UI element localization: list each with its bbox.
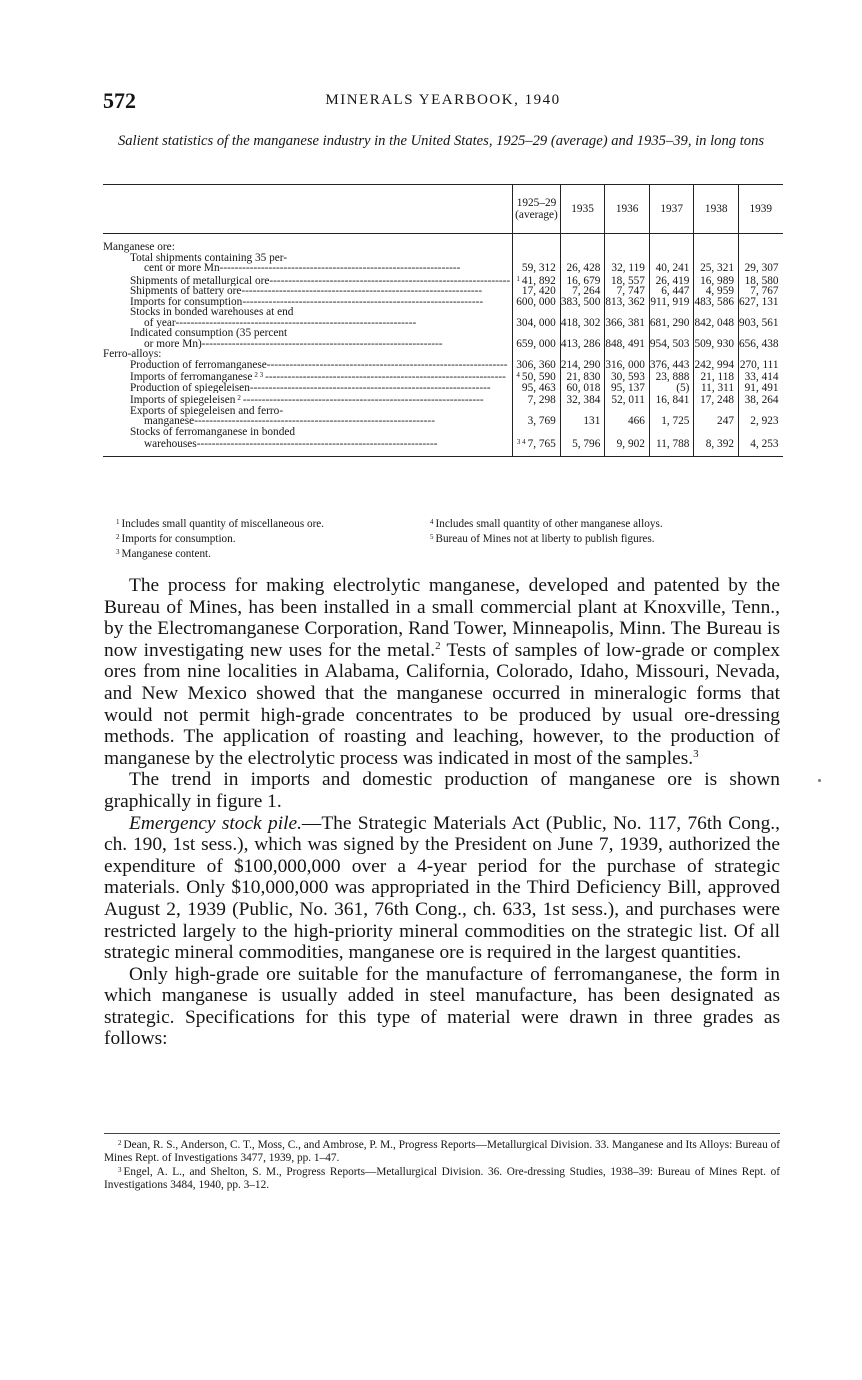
table-cell: 38, 264 <box>739 393 783 406</box>
spacer-cell <box>513 234 561 243</box>
table-cell: 466 <box>605 416 650 427</box>
spacer-cell <box>694 234 739 243</box>
table-cell: 26, 419 <box>649 274 694 287</box>
table-cell: 7, 747 <box>605 286 650 297</box>
row-label: cent or more Mn ----- <box>103 263 513 274</box>
table-cell: 26, 428 <box>560 263 605 274</box>
table-cell: 627, 131 <box>739 297 783 308</box>
footnote-rule <box>104 1133 780 1134</box>
table-cell: 16, 679 <box>560 274 605 287</box>
table-cell: 813, 362 <box>605 297 650 308</box>
page-footnote: $^3$ Engel, A. L., and Shelton, S. M., Progress Reports—Metallurgical Division. 36. Ore-dressing Studies, 1938–39: Bureau of Mines Rept. of Investigations 3484, 1940, pp. 3–12. <box>104 1166 780 1191</box>
table-cell: 659, 000 <box>513 339 561 350</box>
table-cell <box>694 307 739 318</box>
table-cell: 509, 930 <box>694 339 739 350</box>
body-text <box>104 575 780 1050</box>
paragraph: The trend in imports and domestic production of manganese ore is shown graphically in figure 1. <box>104 769 780 812</box>
table-cell: (5) <box>649 383 694 394</box>
table-cell: 306, 360 <box>513 360 561 371</box>
row-label: Stocks in bonded warehouses at end <box>130 306 294 318</box>
table-row <box>103 360 783 371</box>
table-cell <box>739 307 783 318</box>
table-cell: 18, 557 <box>605 274 650 287</box>
paragraph: Emergency stock pile.—The Strategic Materials Act (Public, No. 117, 76th Cong., ch. 190, 1st sess.), which was signed by the President on June 7, 1939, authorized the expenditure of $100,000,000 over a 4-year period for the purchase of strategic materials. Only $10,000,000 was appropriated in the Third Deficiency Bill, approved August 2, 1939 (Public, No. 361, 76th Cong., ch. 633, 1st sess.), and purchases were restricted largely to the high-priority mineral commodities on the strategic list. Of all strategic mineral commodities, manganese ore is required in the largest quantities. <box>104 812 780 964</box>
table-cell: $^4$ 50, 590 <box>513 370 561 383</box>
table-cell: 95, 463 <box>513 383 561 394</box>
table-caption: Salient statistics of the manganese industry in the United States, 1925–29 (average) and 1935–39, in long tons <box>117 133 765 149</box>
table-cell <box>739 349 783 360</box>
table-cell <box>649 242 694 253</box>
page-footnote: $^2$ Dean, R. S., Anderson, C. T., Moss, C., and Ambrose, P. M., Progress Reports—Metallurgical Division. 33. Manganese and Its Alloys: Bureau of Mines Rept. of Investigations 3477, 1939, pp. 1–47. <box>104 1139 780 1164</box>
row-label: of year ----- <box>103 318 513 329</box>
stub-header <box>103 185 513 234</box>
table-cell <box>513 307 561 318</box>
table-header-row <box>103 185 783 234</box>
column-header: 1935 <box>560 185 605 234</box>
spacer-cell <box>560 450 605 457</box>
table-row <box>103 339 783 350</box>
table-cell: 32, 384 <box>560 393 605 406</box>
table-group-row <box>103 242 783 253</box>
spacer-cell <box>739 450 783 457</box>
spacer-row <box>103 234 783 243</box>
page-header <box>103 88 783 116</box>
table-row <box>103 383 783 394</box>
row-label: Production of spiegeleisen ----- <box>103 383 513 394</box>
spacer-cell <box>605 450 650 457</box>
table-cell: 3, 769 <box>513 416 561 427</box>
table-cell: 247 <box>694 416 739 427</box>
spacer-cell <box>694 450 739 457</box>
table-cell: 656, 438 <box>739 339 783 350</box>
spacer-cell <box>560 234 605 243</box>
table-row <box>103 393 783 406</box>
table-cell: 40, 241 <box>649 263 694 274</box>
table-row <box>103 263 783 274</box>
table-cell: 842, 048 <box>694 318 739 329</box>
table-cell: 848, 491 <box>605 339 650 350</box>
row-label: Imports for consumption ----- <box>103 297 513 308</box>
table-cell: 32, 119 <box>605 263 650 274</box>
table-row-label-line <box>103 427 783 438</box>
table-cell: 17, 248 <box>694 393 739 406</box>
row-label: Stocks of ferromanganese in bonded <box>130 425 296 438</box>
row-label: Ferro-alloys: <box>103 348 162 360</box>
table-cell: 21, 830 <box>560 370 605 383</box>
table-cell: 366, 381 <box>605 318 650 329</box>
table-cell: 383, 500 <box>560 297 605 308</box>
table-cell: 5, 796 <box>560 437 605 450</box>
row-label: Shipments of battery ore ----- <box>103 286 513 297</box>
table-footnote: $^3$ Manganese content. <box>116 548 211 560</box>
table-cell: 52, 011 <box>605 393 650 406</box>
table-cell: 11, 311 <box>694 383 739 394</box>
paragraph: Only high-grade ore suitable for the manufacture of ferromanganese, the form in which manganese is usually added in steel manufacture, has been designated as strategic. Specifications for this type of material were drawn in three grades as follows: <box>104 963 780 1050</box>
footnote-ref: 3 <box>693 747 699 760</box>
footnote-ref: 2 <box>435 639 441 652</box>
table-cell: 413, 286 <box>560 339 605 350</box>
row-label: Manganese ore: <box>103 241 175 253</box>
table-cell: 6, 447 <box>649 286 694 297</box>
spacer-row <box>103 450 783 457</box>
table-cell: 954, 503 <box>649 339 694 350</box>
table-cell <box>649 328 694 339</box>
table-footnotes-right <box>430 516 780 546</box>
page-number: 572 <box>103 88 136 113</box>
table-row <box>103 370 783 383</box>
table-cell: 681, 290 <box>649 318 694 329</box>
spacer-cell <box>513 450 561 457</box>
row-label: Indicated consumption (35 percent <box>130 327 288 339</box>
margin-mark <box>818 779 821 782</box>
table-cell <box>605 307 650 318</box>
table-cell: 11, 788 <box>649 437 694 450</box>
spacer-cell <box>649 234 694 243</box>
table-cell <box>694 349 739 360</box>
section-heading: Emergency stock pile. <box>129 812 302 834</box>
table-cell <box>560 242 605 253</box>
column-header: 1936 <box>605 185 650 234</box>
table-cell: 316, 000 <box>605 360 650 371</box>
table-cell: 483, 586 <box>694 297 739 308</box>
column-header: 1938 <box>694 185 739 234</box>
table-cell: 7, 767 <box>739 286 783 297</box>
table-body <box>103 234 783 457</box>
paragraph: The process for making electrolytic manganese, developed and patented by the Bureau of Mines, has been installed in a small commercial plant at Knoxville, Tenn., by the Electromanganese Corporation, Rand Tower, Minneapolis, Minn. The Bureau is now investigating new uses for the metal.$^2$ Tests of samples of low-grade or complex ores from nine localities in Alabama, California, Colorado, Idaho, Missouri, Nevada, and New Mexico showed that the manganese occurred in mineralogic forms that would not permit high-grade concentrates to be produced by usual ore-dressing methods. The application of roasting and leaching, however, to the production of manganese by the electrolytic process was indicated in most of the samples.$^3$ <box>104 575 780 769</box>
table-cell <box>560 307 605 318</box>
table-row-label-line <box>103 307 783 318</box>
table-cell <box>605 328 650 339</box>
table-cell: 25, 321 <box>694 263 739 274</box>
table-cell: 418, 302 <box>560 318 605 329</box>
table-cell: 1, 725 <box>649 416 694 427</box>
table-cell: 131 <box>560 416 605 427</box>
table-footnotes-left <box>116 516 434 561</box>
column-header: 1937 <box>649 185 694 234</box>
row-label: Imports of spiegeleisen $^2$ ----- <box>103 393 513 406</box>
table-cell <box>605 242 650 253</box>
table-row <box>103 437 783 450</box>
table-cell: 8, 392 <box>694 437 739 450</box>
table-cell: 95, 137 <box>605 383 650 394</box>
table-cell: 214, 290 <box>560 360 605 371</box>
table-cell: 29, 307 <box>739 263 783 274</box>
row-label: manganese ----- <box>103 416 513 427</box>
spacer-cell <box>649 450 694 457</box>
table-row-label-line <box>103 328 783 339</box>
table-cell: 4, 253 <box>739 437 783 450</box>
row-label: warehouses ----- <box>103 437 513 450</box>
running-title: MINERALS YEARBOOK, 1940 <box>325 92 561 108</box>
table-cell: 33, 414 <box>739 370 783 383</box>
table-cell: 304, 000 <box>513 318 561 329</box>
table-cell <box>513 427 561 438</box>
table-cell <box>739 328 783 339</box>
table-cell: 30, 593 <box>605 370 650 383</box>
row-label: or more Mn) ----- <box>103 339 513 350</box>
table-footnote: $^1$ Includes small quantity of miscellaneous ore. <box>116 518 325 530</box>
table-row <box>103 416 783 427</box>
table-cell: 9, 902 <box>605 437 650 450</box>
page-footnotes <box>104 1137 780 1191</box>
table-cell <box>513 349 561 360</box>
statistics-table <box>103 184 783 457</box>
table-cell: 903, 561 <box>739 318 783 329</box>
column-header: 1925–29 (average) <box>513 185 561 234</box>
table-cell: 60, 018 <box>560 383 605 394</box>
table-cell: 2, 923 <box>739 416 783 427</box>
table-cell: 23, 888 <box>649 370 694 383</box>
table-footnote: $^5$ Bureau of Mines not at liberty to publish figures. <box>430 533 655 545</box>
table-cell <box>513 242 561 253</box>
table-footnote: $^4$ Includes small quantity of other manganese alloys. <box>430 518 663 530</box>
table-cell: $^1$ 41, 892 <box>513 274 561 287</box>
row-label: Total shipments containing 35 per- <box>130 251 288 264</box>
table-cell: 59, 312 <box>513 263 561 274</box>
table-cell: 376, 443 <box>649 360 694 371</box>
column-header: 1939 <box>739 185 783 234</box>
row-label: Imports of ferromanganese $^{2 3}$ ----- <box>103 370 513 383</box>
table-cell <box>560 328 605 339</box>
table-cell <box>739 242 783 253</box>
table-cell: 17, 420 <box>513 286 561 297</box>
table-cell: 16, 989 <box>694 274 739 287</box>
table-cell: 21, 118 <box>694 370 739 383</box>
table-cell: 270, 111 <box>739 360 783 371</box>
table-cell <box>694 328 739 339</box>
row-label: Shipments of metallurgical ore ----- <box>103 274 513 287</box>
table-cell: 91, 491 <box>739 383 783 394</box>
table-cell: 4, 959 <box>694 286 739 297</box>
table-cell: 18, 580 <box>739 274 783 287</box>
table-cell: 242, 994 <box>694 360 739 371</box>
table-cell <box>560 349 605 360</box>
table-cell: 600, 000 <box>513 297 561 308</box>
spacer-cell <box>103 450 513 457</box>
table-cell: $^{3 4}$ 7, 765 <box>513 437 561 450</box>
row-label: Exports of spiegeleisen and ferro- <box>130 404 284 417</box>
table-cell: 911, 919 <box>649 297 694 308</box>
table-footnote: $^2$ Imports for consumption. <box>116 533 236 545</box>
table-cell <box>513 328 561 339</box>
table-cell <box>649 307 694 318</box>
table-cell <box>694 427 739 438</box>
table-cell <box>694 242 739 253</box>
table-cell <box>605 349 650 360</box>
table-cell: 16, 841 <box>649 393 694 406</box>
table-cell <box>739 427 783 438</box>
table-cell <box>605 427 650 438</box>
table-cell <box>649 349 694 360</box>
row-label: Production of ferromanganese ----- <box>103 360 513 371</box>
table-row <box>103 286 783 297</box>
table-cell: 7, 264 <box>560 286 605 297</box>
table-cell <box>560 427 605 438</box>
table-group-row <box>103 349 783 360</box>
table-cell: 7, 298 <box>513 393 561 406</box>
spacer-cell <box>605 234 650 243</box>
spacer-cell <box>739 234 783 243</box>
table-cell <box>649 427 694 438</box>
